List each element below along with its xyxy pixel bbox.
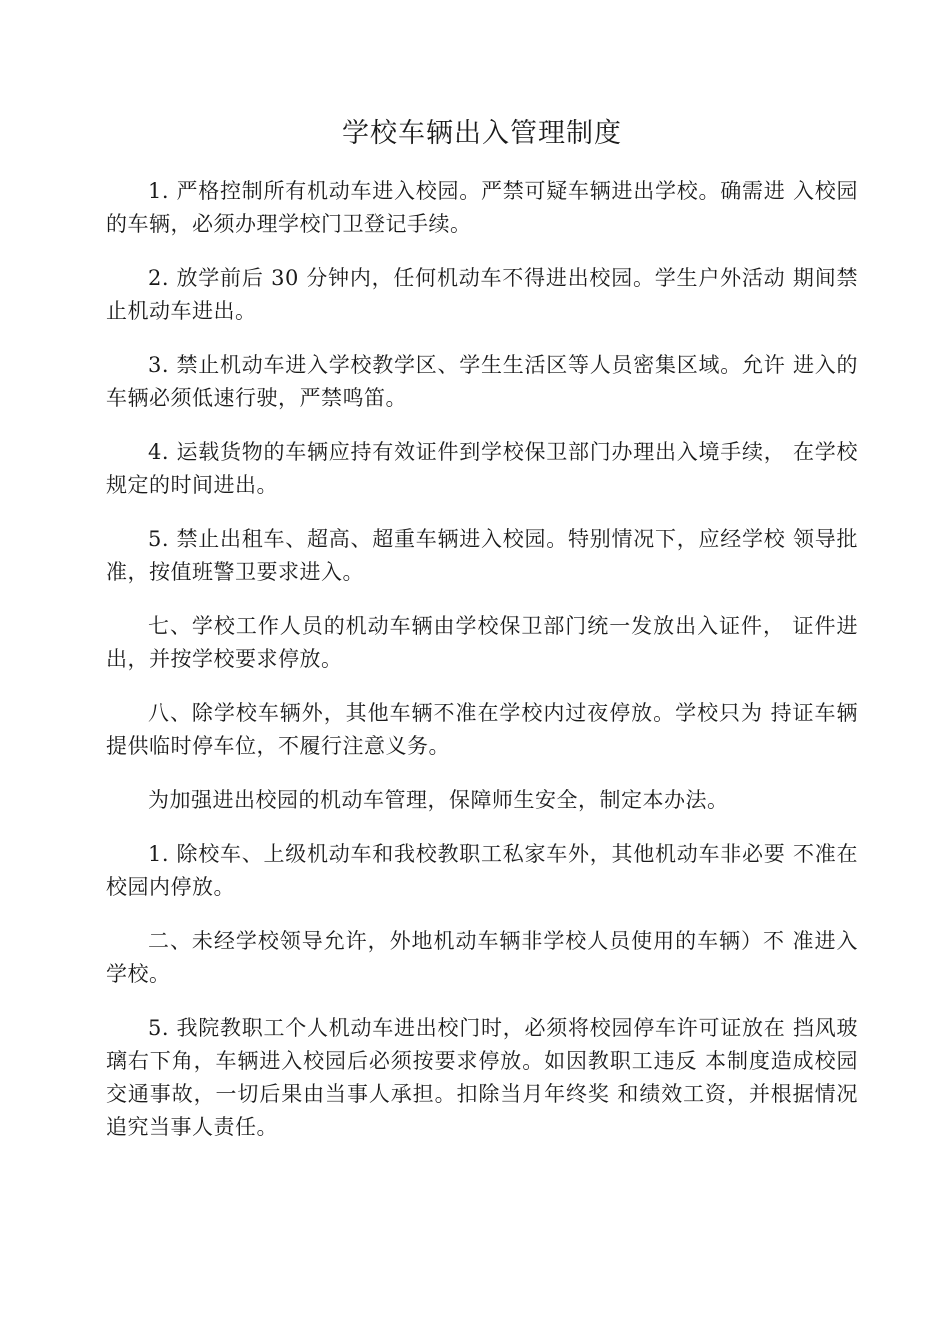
paragraph-3: 3. 禁止机动车进入学校教学区、学生生活区等人员密集区域。允许 进入的车辆必须低速行驶，严禁鸣笛。 (106, 353, 858, 410)
paragraph-4: 4. 运载货物的车辆应持有效证件到学校保卫部门办理出入境手续， 在学校规定的时间进出。 (106, 440, 858, 497)
paragraph-2: 2. 放学前后 30 分钟内，任何机动车不得进出校园。学生户外活动 期间禁止机动车进出。 (106, 266, 858, 323)
paragraph-6: 七、学校工作人员的机动车辆由学校保卫部门统一发放出入证件， 证件进出，并按学校要求停放。 (106, 614, 858, 671)
document-title: 学校车辆出入管理制度 (342, 118, 622, 149)
paragraph-5: 5. 禁止出租车、超高、超重车辆进入校园。特别情况下，应经学校 领导批准，按值班警卫要求进入。 (106, 527, 858, 584)
paragraph-8: 为加强进出校园的机动车管理，保障师生安全，制定本办法。 (148, 788, 729, 812)
paragraph-7: 八、除学校车辆外，其他车辆不准在学校内过夜停放。学校只为 持证车辆提供临时停车位，不履行注意义务。 (106, 701, 858, 758)
paragraph-11: 5. 我院教职工个人机动车进出校门时，必须将校园停车许可证放在 挡风玻璃右下角，车辆进入校园后必须按要求停放。如因教职工违反 本制度造成校园交通事故，一切后果由当事人承担。扣除当月年终奖 和绩效工资，并根据情况追究当事人责任。 (106, 1016, 858, 1139)
paragraph-10: 二、未经学校领导允许，外地机动车辆非学校人员使用的车辆）不 准进入学校。 (106, 929, 858, 986)
paragraph-1: 1. 严格控制所有机动车进入校园。严禁可疑车辆进出学校。确需进 入校园的车辆，必须办理学校门卫登记手续。 (106, 179, 858, 236)
paragraph-9: 1. 除校车、上级机动车和我校教职工私家车外，其他机动车非必要 不准在校园内停放。 (106, 842, 858, 899)
